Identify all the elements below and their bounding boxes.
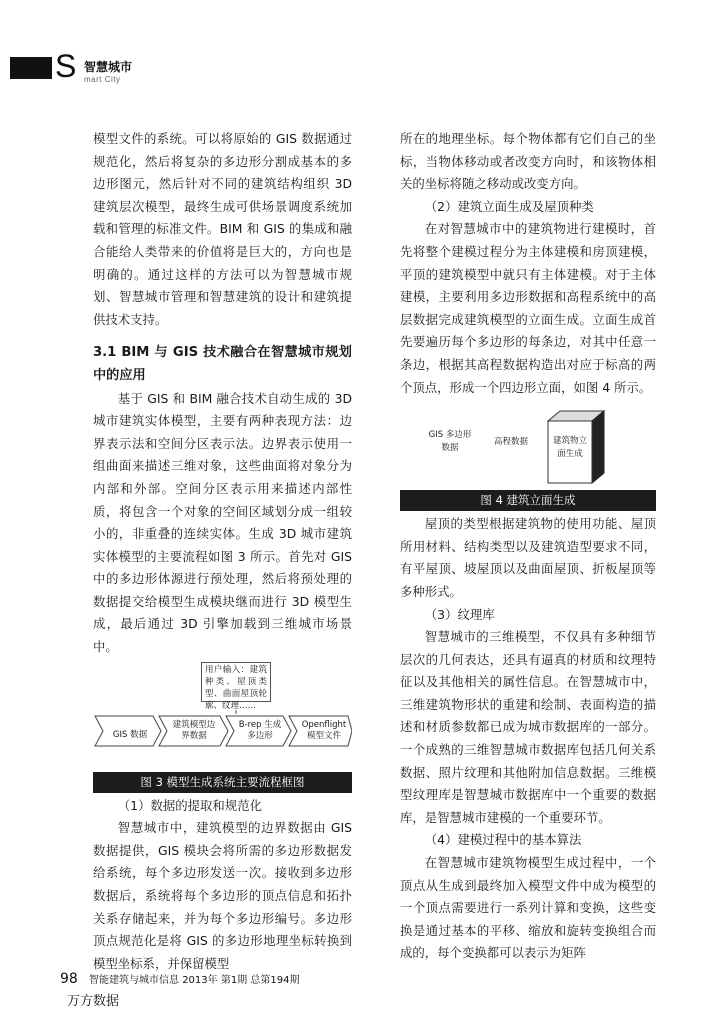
header-black-block	[10, 57, 52, 79]
subheading-3: （3）纹理库	[424, 606, 495, 622]
watermark: 万方数据	[67, 994, 120, 1009]
user-input-note: 用户输入：建筑种类、屋顶类型、曲面屋顶轮廓、纹理……	[201, 662, 271, 702]
section-heading: 3.1 BIM 与 GIS 技术融合在智慧城市规划中的应用	[93, 345, 352, 383]
right-paragraph-1: 所在的地理坐标。每个物体都有它们自己的坐标，当物体移动或者改变方向时，和该物体相关的坐标将随之移动或改变方向。	[400, 131, 656, 192]
right-paragraph-4: 智慧城市的三维模型，不仅具有多种细节层次的几何表达，还具有逼真的材质和纹理特征以及其他相关的属性信息。在智慧城市中，三维建筑物形状的重建和绘制、表面构造的描述和材质参数都已成为城市数据库的一部分。一个成熟的三维智慧城市数据库包括几何关系数据、照片纹理和其他附加信息数据。三维模型纹理库是智慧城市数据库中一个重要的数据库，是智慧城市建模的一个重要环节。	[400, 629, 656, 825]
figure-3-flowchart	[93, 660, 352, 772]
header-letter: S	[55, 48, 77, 84]
right-paragraph-3: 屋顶的类型根据建筑物的使用功能、屋顶所用材料、结构类型以及建筑造型要求不同，有平屋顶、坡屋顶以及曲面屋顶、折板屋顶等多种形式。	[400, 516, 656, 599]
subheading-2: （2）建筑立面生成及屋顶种类	[424, 198, 594, 214]
left-paragraph-1: 模型文件的系统。可以将原始的 GIS 数据通过规范化，然后将复杂的多边形分割成基本的多边形图元，然后针对不同的建筑结构组织 3D 建筑层次模型，最终生成可供场景调度系统加载和管理的标准文件。BIM 和 GIS 的集成和融合能给人类带来的价值将是巨大的，方向也是明确的。通过这样的方法可以为智慧城市规划、智慧城市管理和智慧建筑的设计和建筑提供技术支持。	[93, 131, 352, 327]
flow-step-1: GIS 数据	[112, 729, 148, 740]
fig4-gis-label: GIS 多边形数据	[428, 430, 472, 454]
header-subtitle: mart City	[84, 75, 121, 84]
right-paragraph-2: 在对智慧城市中的建筑物进行建模时，首先将整个建模过程分为主体建模和房顶建模，平顶的建筑模型中就只有主体建模。对于主体建模，主要利用多边形数据和高程系统中的高层数据完成建筑模型的立面生成。立面生成首先要遍历每个多边形的每条边，对其中任意一条边，根据其高程数据构造出对应于标高的两个顶点，形成一个四边形立面，如图 4 所示。	[400, 221, 656, 395]
left-column	[93, 128, 352, 975]
fig4-cube-label: 建筑物立面生成	[552, 436, 587, 460]
page-footer	[60, 971, 299, 987]
header-title: 智慧城市	[84, 60, 133, 74]
journal-info: 智能建筑与城市信息 2013年 第1期 总第194期	[89, 975, 300, 986]
cube-side	[592, 411, 604, 483]
right-column	[400, 128, 656, 965]
left-paragraph-3: 智慧城市中，建筑模型的边界数据由 GIS 数据提供，GIS 模块会将所需的多边形数据发给系统，每个多边形发送一次。接收到多边形数据后，系统将每个多边形的顶点信息和拓扑关系存储起来，并为每个多边形编号。多边形顶点规范化是将 GIS 的多边形地理坐标转换到模型坐标系，并保留模型	[93, 820, 352, 971]
flow-step-4: Openflight 模型文件	[301, 719, 347, 741]
page-number: 98	[60, 971, 78, 987]
left-paragraph-2: 基于 GIS 和 BIM 融合技术自动生成的 3D 城市建筑实体模型，主要有两种表现方法：边界表示法和空间分区表示法。边界表示使用一组曲面来描述三维对象，这些曲面将对象分为内部和外部。空间分区表示用来描述内部性质，将包含一个对象的空间区域划分成一组较小的，非重叠的连续实体。生成 3D 城市建筑实体模型的主要流程如图 3 所示。首先对 GIS 中的多边形体源进行预处理，然后将预处理的数据提交给模型生成模块继而进行 3D 模型生成，最后通过 3D 引擎加载到三维城市场景中。	[93, 390, 352, 655]
figure-3-caption: 图 3 模型生成系统主要流程框图	[93, 772, 352, 793]
flow-step-3: B-rep 生成多边形	[238, 719, 282, 741]
figure-4-diagram	[400, 407, 656, 490]
flow-step-2: 建筑模型边界数据	[172, 719, 216, 741]
subheading-1: （1）数据的提取和规范化	[117, 797, 262, 813]
subheading-4: （4）建模过程中的基本算法	[424, 832, 582, 848]
right-paragraph-5: 在智慧城市建筑物模型生成过程中，一个顶点从生成到最终加入模型文件中成为模型的一个顶点需要进行一系列计算和变换，这些变换是通过基本的平移、缩放和旋转变换组合而成的，每个变换都可以表示为矩阵	[400, 855, 656, 961]
fig4-elevation-label: 高程数据	[493, 437, 528, 448]
figure-4-caption: 图 4 建筑立面生成	[400, 490, 656, 511]
